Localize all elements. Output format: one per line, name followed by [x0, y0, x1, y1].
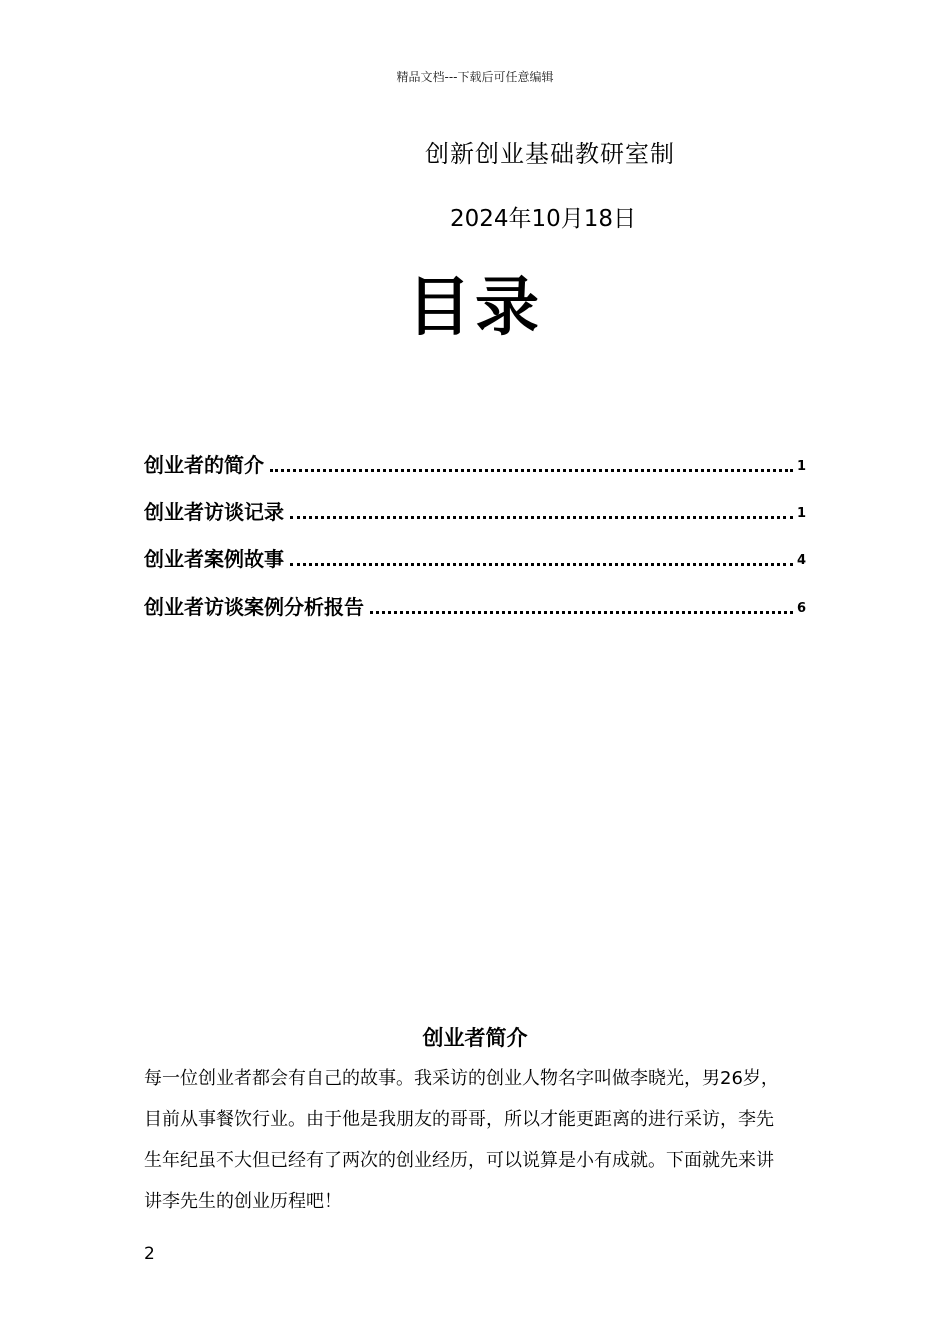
toc-dot-leader [290, 563, 793, 566]
toc-entry[interactable] [144, 448, 806, 478]
toc-entry-label: 创业者访谈案例分析报告 [144, 595, 364, 619]
paragraph-line: 生年纪虽不大但已经有了两次的创业经历，可以说算是小有成就。下面就先来讲 [144, 1150, 774, 1171]
toc-entry-page: 1 [796, 506, 806, 521]
toc-dot-leader [270, 469, 793, 472]
section-title: 创业者简介 [422, 1026, 528, 1050]
header-note: 精品文档---下载后可任意编辑 [396, 70, 554, 84]
toc-entry-label: 创业者案例故事 [144, 547, 284, 571]
toc-entry-page: 4 [796, 553, 806, 568]
toc-dot-leader [370, 611, 793, 614]
toc-entry-page: 1 [796, 459, 806, 474]
toc-entry[interactable] [144, 590, 806, 620]
paragraph-line: 目前从事餐饮行业。由于他是我朋友的哥哥，所以才能更距离的进行采访，李先 [144, 1109, 774, 1130]
toc-entry-label: 创业者的简介 [144, 453, 264, 477]
toc-title: 目录 [407, 271, 543, 345]
toc-entry[interactable] [144, 542, 806, 572]
paragraph-line: 每一位创业者都会有自己的故事。我采访的创业人物名字叫做李晓光，男26岁， [144, 1068, 779, 1089]
toc-entry-label: 创业者访谈记录 [144, 500, 284, 524]
paragraph-line: 讲李先生的创业历程吧！ [144, 1191, 342, 1212]
page-number: 2 [144, 1244, 155, 1264]
toc-dot-leader [290, 516, 793, 519]
toc-entry-page: 6 [796, 601, 806, 616]
date-line: 2024年10月18日 [450, 206, 637, 232]
organization-line: 创新创业基础教研室制 [425, 140, 675, 168]
toc-entry[interactable] [144, 495, 806, 525]
body-paragraph [144, 1058, 812, 1222]
